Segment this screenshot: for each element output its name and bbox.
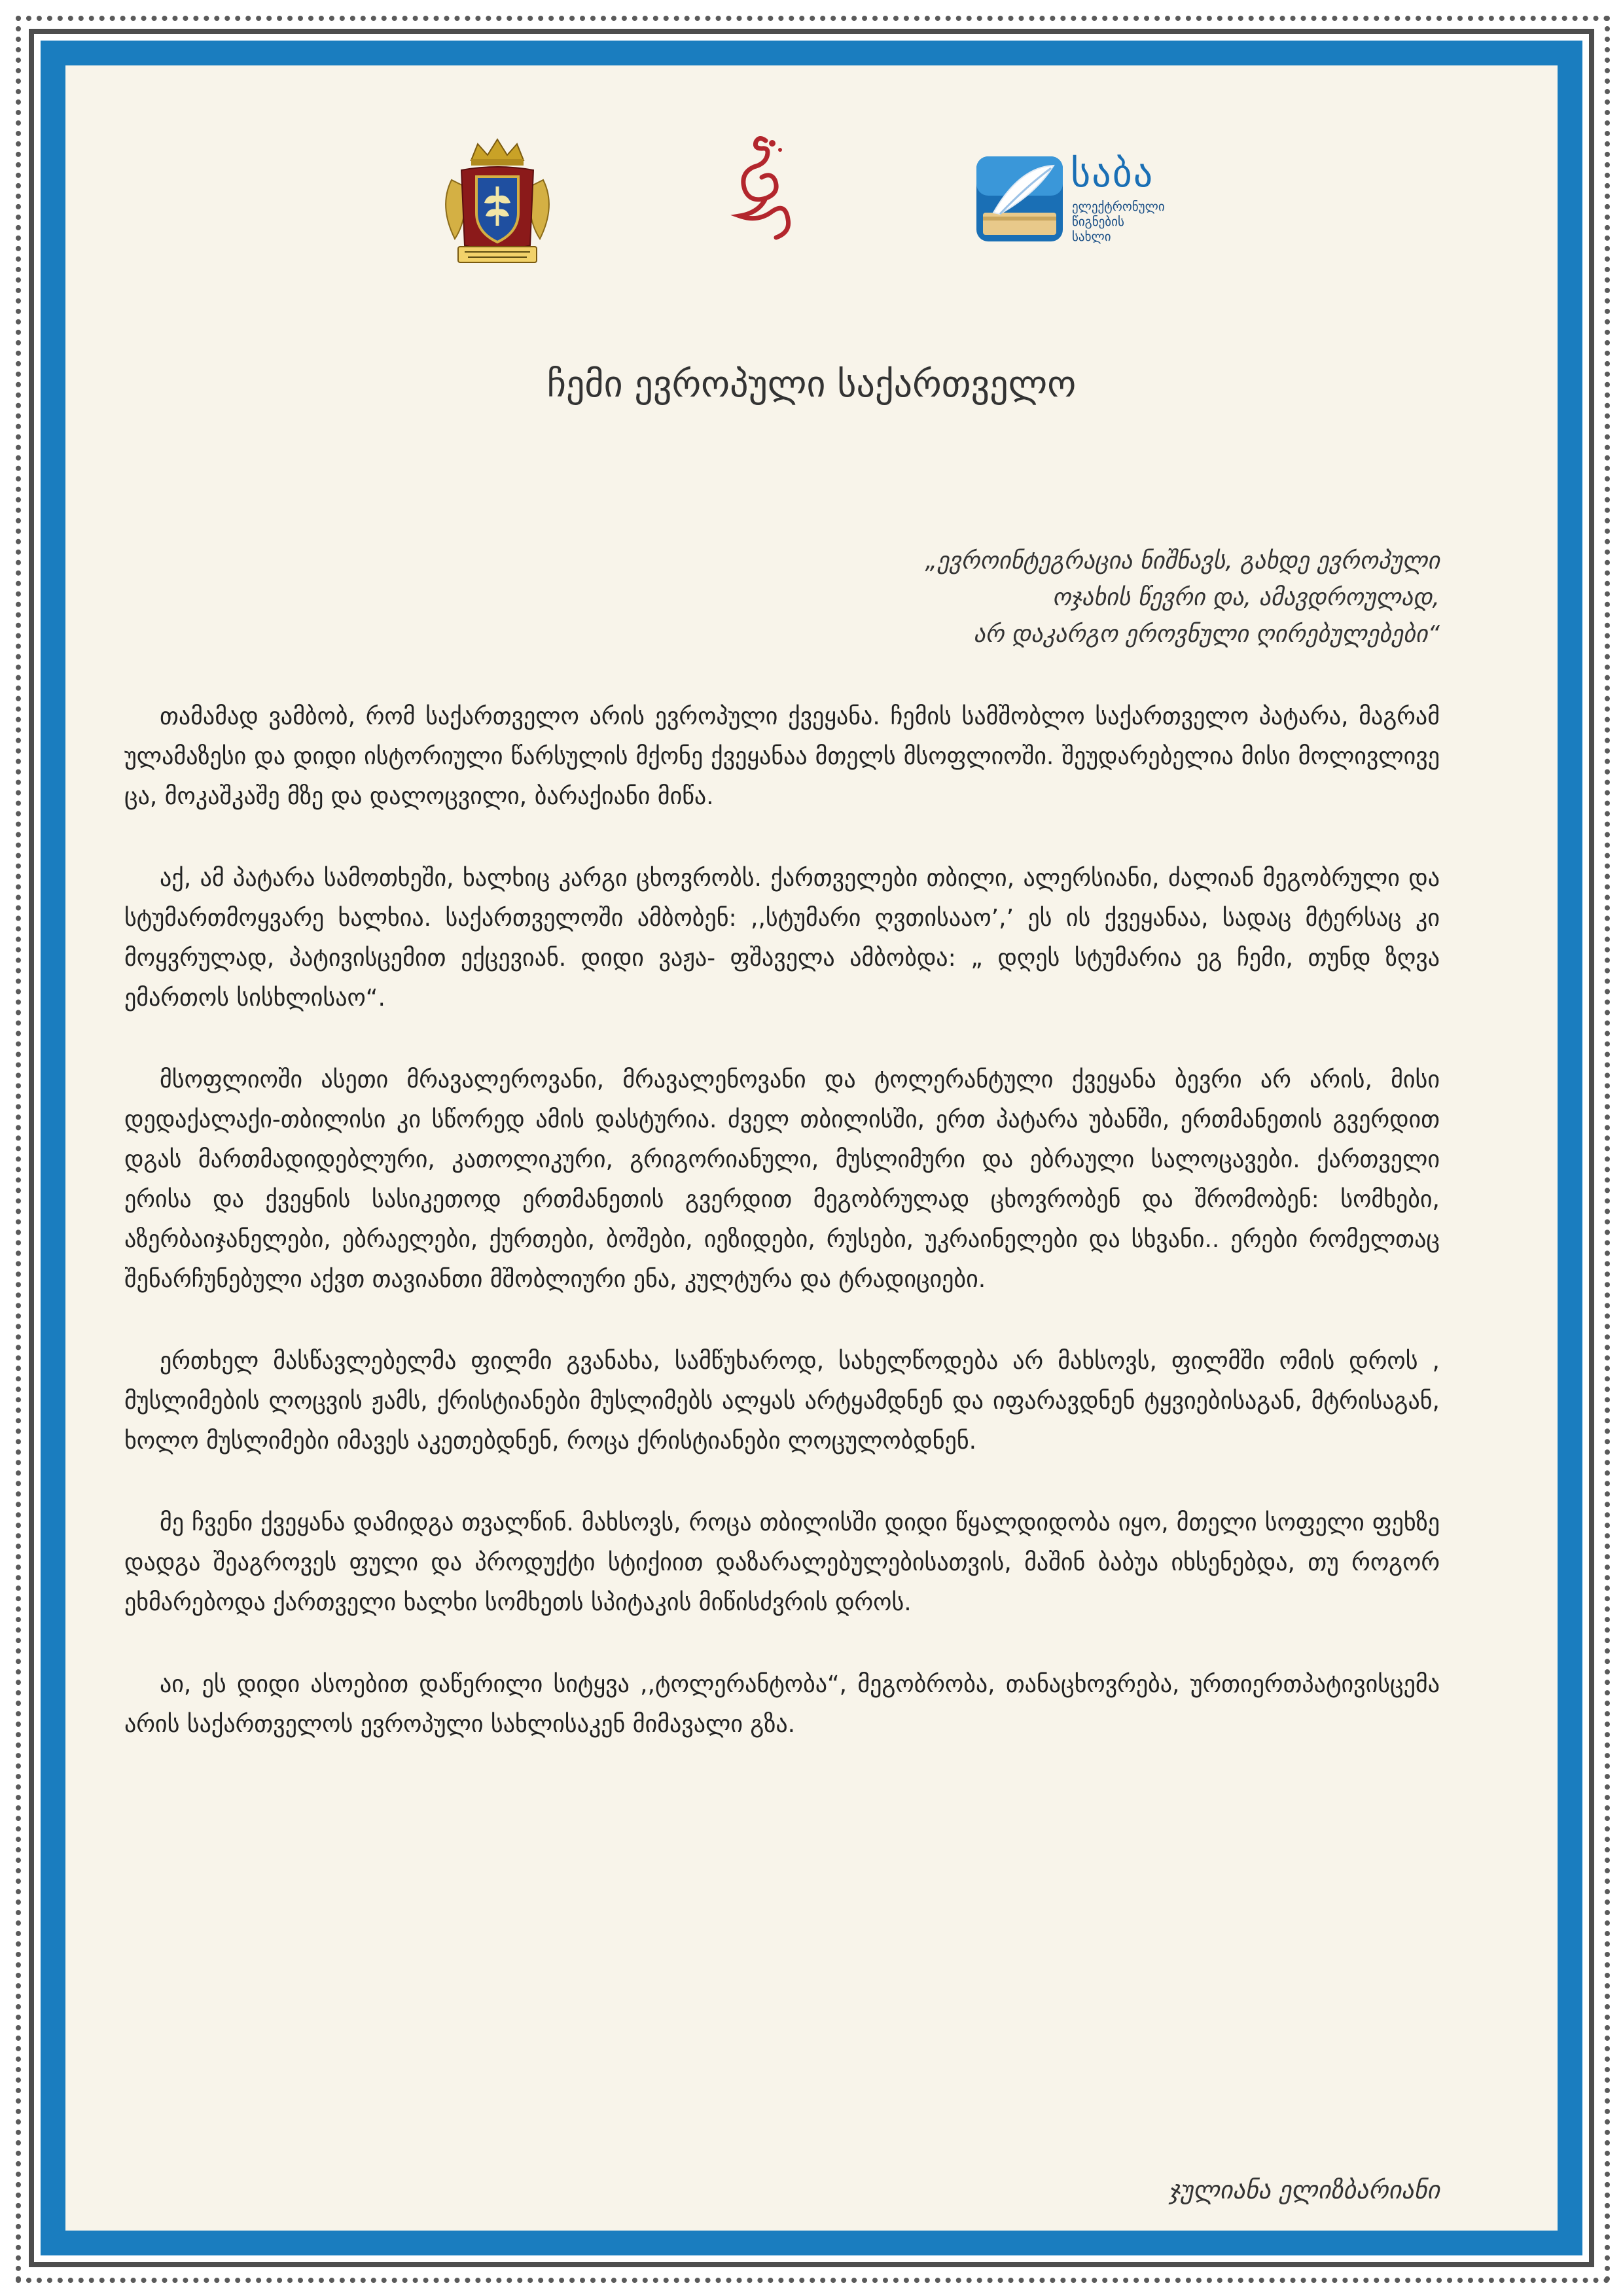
document-title: ჩემი ევროპული საქართველო [546, 363, 1077, 406]
epigraph-line: ოჯახის წევრი და, ამავდროულად, [1052, 584, 1440, 611]
document-body [65, 65, 1558, 2231]
paragraph: მსოფლიოში ასეთი მრავალეროვანი, მრავალენოვანი და ტოლერანტული ქვეყანა ბევრი არ არის, მისი დედაქალაქი-თბილისი კი სწორედ ამის დასტურია. ძველ თბილისში, ერთ პატარა უბანში, ერთმანეთის გვერდით დგას მართმადიდებლური, კათოლიკური, გრიგორიანული, მუსლიმური და ებრაული სალოცავები. ქართველი ერისა და ქვეყნის სასიკეთოდ ერთმანეთის გვერდით მეგობრულად ცხოვრობენ და შრომობენ: სომხები, აზერბაიჯანელები, ებრაელები, ქურთები, ბოშები, იეზიდები, რუსები, უკრაინელები და სხვანი.. ერები რომელთაც შენარჩუნებული აქვთ თავიანთი მშობლიური ენა, კულტურა და ტრადიციები. [124, 1067, 1440, 1293]
paragraph: ერთხელ მასწავლებელმა ფილმი გვანახა, სამწუხაროდ, სახელწოდება არ მახსოვს, ფილმში ომის დროს , მუსლიმების ლოცვის ჟამს, ქრისტიანები მუსლიმებს ალყას არტყამდნენ და იფარავდნენ ტყვიებისაგან, მტრისაგან, ხოლო მუსლიმები იმავეს აკეთებდნენ, როცა ქრისტიანები ლოცულობდნენ. [124, 1348, 1440, 1455]
saba-logo-subtitle [1072, 200, 1216, 245]
author-signature: ჯულიანა ელიზბარიანი [1169, 2176, 1440, 2204]
epigraph-line: არ დაკარგო ეროვნული ღირებულებები“ [973, 621, 1440, 648]
paragraph: აი, ეს დიდი ასოებით დაწერილი სიტყვა ,,ტოლერანტობა“, მეგობრობა, თანაცხოვრება, ურთიერთპატივისცემა არის საქართველოს ევროპული სახლისაკენ მიმავალი გზა. [124, 1671, 1440, 1738]
logo-row [65, 134, 1558, 285]
epigraph [458, 543, 1440, 653]
paragraph: თამამად ვამბობ, რომ საქართველო არის ევროპული ქვეყანა. ჩემის სამშობლო საქართველო პატარა, მაგრამ ულამაზესი და დიდი ისტორიული წარსულის მქონე ქვეყანაა მთელს მსოფლიოში. შეუდარებელია მისი მოლივლივე ცა, მოკაშკაშე მზე და დალოცვილი, ბარაქიანი მიწა. [124, 703, 1440, 810]
essay-body [124, 697, 1440, 1786]
epigraph-line: „ევროინტეგრაცია ნიშნავს, გახდე ევროპული [925, 548, 1440, 574]
saba-subtitle-line: სახლი [1072, 230, 1111, 244]
saba-logo-name: საბა [1071, 151, 1154, 196]
paragraph: მე ჩვენი ქვეყანა დამიდგა თვალწინ. მახსოვს, როცა თბილისში დიდი წყალდიდობა იყო, მთელი სოფელი ფეხზე დადგა შეაგროვეს ფული და პროდუქტი სტიქიით დაზარალებულებისათვის, მაშინ ბაბუა იხსენებდა, თუ როგორ ეხმარებოდა ქართველი ხალხი სომხეთს სპიტაკის მიწისძვრის დროს. [124, 1510, 1440, 1616]
coat-of-arms-icon [432, 134, 563, 278]
saba-logo [974, 151, 1249, 252]
book-feather-icon [974, 154, 1065, 244]
red-swan-emblem-icon [720, 134, 805, 265]
paragraph: აქ, ამ პატარა სამოთხეში, ხალხიც კარგი ცხოვრობს. ქართველები თბილი, ალერსიანი, ძალიან მეგობრული და სტუმართმოყვარე ხალხია. საქართველოში ამბობენ: ,,სტუმარი ღვთისააო’,’ ეს ის ქვეყანაა, სადაც მტერსაც კი მოყვრულად, პატივისცემით ექცევიან. დიდი ვაჟა- ფშაველა ამბობდა: „ დღეს სტუმარია ეგ ჩემი, თუნდ ზღვა ემართოს სისხლისაო“. [124, 865, 1440, 1012]
saba-subtitle-line: ელექტრონული [1072, 200, 1165, 214]
saba-subtitle-line: წიგნების [1072, 215, 1124, 229]
